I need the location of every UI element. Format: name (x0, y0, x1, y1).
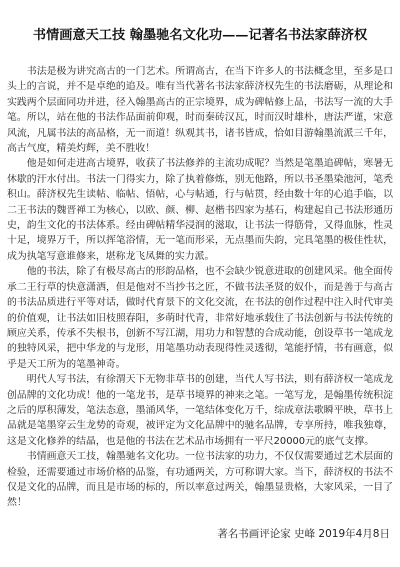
paragraph-5: 书情画意天工技，翰墨驰名文化功。一位书法家的功力，不仅仅需要通过艺术层面的检验，还需要通过市场价格的品鉴，有功通两关，方可称谓大家。当下，薛济权的书法不仅是文化的品牌，而且是市场的标的，所以率意过两关，翰墨显贵格，大家风采，一目了然！ (7, 451, 393, 509)
paragraph-1: 书法是极为讲究高古的一门艺术。所谓高古，在当下许多人的书法概念里，至多是口头上的言说，并不是卓绝的追及。唯有当代著名书法家薛济权先生的书法磨砺，从理论和实践两个层面同功并进，径入翰墨高古的正宗境界，成为碑帖修上品，书法写一流的大手笔。所以，站在他的书法作品面前仰观，时而秦砖汉瓦，时而汉时雄朴，唐法严谨，宋意风流，凡属书法的高品格，无一而道！纵观其书，诸书皆成，恰如目游翰墨流派三千年，高古气度，精美灼辉，美不胜收！ (7, 66, 393, 155)
paragraph-2: 他是如何走进高古境界，收获了书法修养的主流功成呢？当然是笔墨追碑帖，寒暑无休歇的汗水付出。书法一门得实力，除了执着修炼，别无他路，所以书圣墨染池河，笔秃积山。薛济权先生读帖、临帖、悟帖，心与帖通，行与帖贯，经由数十年的心追手临，以二王书法的魏晋禅工为核心，以欧、颜、柳、赵楷书四家为基石，构建起自己书法形通历史，韵生文化的书法体系。经由碑帖精华浸润的滋取，让书法一得筋骨，又得血脉，性灵十足，境界万千，所以挥笔浴情，无一笔而形采，无点墨而失韵，完具笔墨的极佳性状，成为执笔写意谁修来，堪称龙飞凤舞的实力派。 (7, 158, 393, 262)
article-title: 书情画意天工技 翰墨驰名文化功——记著名书法家薛济权 (32, 28, 368, 43)
paragraph-3: 他的书法，除了有极尽高古的形韵品格，也不会缺少锐意进取的创建风采。他全面传承二王行草的快意潇洒，但是他对不当抄书之匠，不做书法圣贤的奴仆，而是善于与高古的书法品质进行平等对话，做时代育景下的文化交流，在书法的创作过程中注入时代审美的价值观，让书法如旧枝照春阳，多萌时代青，非常好地承载住了书法创新与书法传统的顾应关系，传承不失根书，创新不写江湖，用功力和智慧的合成动能，创设草书一笔成龙的独特风采，把中华龙的与龙形，用笔墨功动表现得性灵透彻，笔能抒情，书有画意，似乎是天工所为的笔墨神奇。 (7, 266, 393, 370)
paragraph-4: 明代人写书法，有徐渭天下无物非草书的创建，当代人写书法，则有薛济权一笔成龙创品牌的文化功成！他的一笔龙书，是草书境界的神来之笔。一笔写龙，是翰墨传统积淀之后的厚积薄发，笔法态意，墨涌风华，一笔结体变化万千，综成章法歌瞬平映，草书上品就是笔墨穿云生龙势的奇观，被评定为文化品牌中的驰名品牌，专享所持，唯我独尊，这是文化修养的结晶，也是他的书法在艺术品市场拥有一平尺20000元的底气支撑。 (7, 374, 393, 447)
author-signature: 著名书画评论家 史峰 2019年4月8日 (217, 528, 390, 540)
article-body (7, 64, 393, 511)
